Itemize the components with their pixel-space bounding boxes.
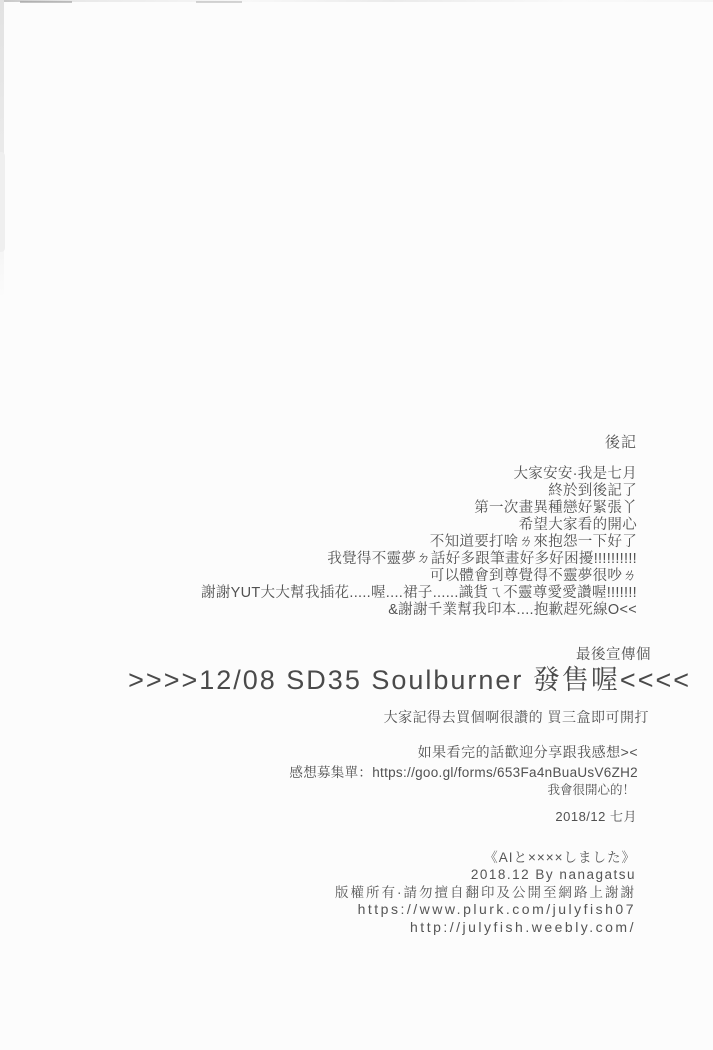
afterword-line: 可以體會到尊覺得不靈夢很吵ㄌ xyxy=(429,568,637,584)
promo-note-text: 大家記得去買個啊很讚的 買三盒即可開打 xyxy=(383,709,649,725)
afterword-line: 希望大家看的開心 xyxy=(518,517,637,533)
copyright-notice: 版權所有·請勿擅自翻印及公開至網路上謝謝 xyxy=(335,884,636,900)
plurk-url: https://www.plurk.com/julyfish07 xyxy=(357,901,636,918)
author-credit: 2018.12 By nanagatsu xyxy=(470,867,636,883)
afterword-line: 不知道要打啥ㄌ來抱怨一下好了 xyxy=(429,534,637,550)
afterword-heading: 後記 xyxy=(604,434,637,451)
scan-artifact-dash xyxy=(196,1,242,3)
afterword-line-greeting: 大家安安·我是七月 xyxy=(513,466,637,482)
date-signature: 2018/12 七月 xyxy=(555,809,637,824)
afterword-body xyxy=(201,466,637,619)
scan-artifact-notch xyxy=(0,152,5,252)
scan-artifact-top-edge xyxy=(0,0,713,2)
colophon-block xyxy=(335,849,636,936)
feedback-happy-text: 我會很開心的！ xyxy=(547,783,635,797)
afterword-line-thanks: &謝謝千業幫我印本....抱歉趕死線O<< xyxy=(388,602,637,618)
scan-artifact-dash xyxy=(20,1,72,3)
book-title: 《AIと××××しました》 xyxy=(484,850,636,865)
afterword-line: 我覺得不靈夢ㄉ話好多跟筆畫好多好困擾!!!!!!!!!! xyxy=(327,551,637,567)
afterword-line: 終於到後記了 xyxy=(548,483,637,499)
afterword-line-thanks: 謝謝YUT大大幫我插花.....喔....裙子......識貨ㄟ不靈尊愛愛讚喔!!!!!!! xyxy=(201,585,637,601)
website-url: http://julyfish.weebly.com/ xyxy=(410,918,636,935)
feedback-form-url: 感想募集單：https://goo.gl/forms/653Fa4nBuaUsV6ZH2 xyxy=(289,765,638,780)
feedback-invite-text: 如果看完的話歡迎分享跟我感想>< xyxy=(417,744,638,760)
afterword-line: 第一次畫異種戀好緊張丫 xyxy=(474,500,637,516)
scan-artifact-left-edge xyxy=(0,0,4,300)
release-announcement: >>>>12/08 SD35 Soulburner 發售喔<<<< xyxy=(128,665,691,695)
promo-intro-text: 最後宣傳個 xyxy=(576,647,651,663)
